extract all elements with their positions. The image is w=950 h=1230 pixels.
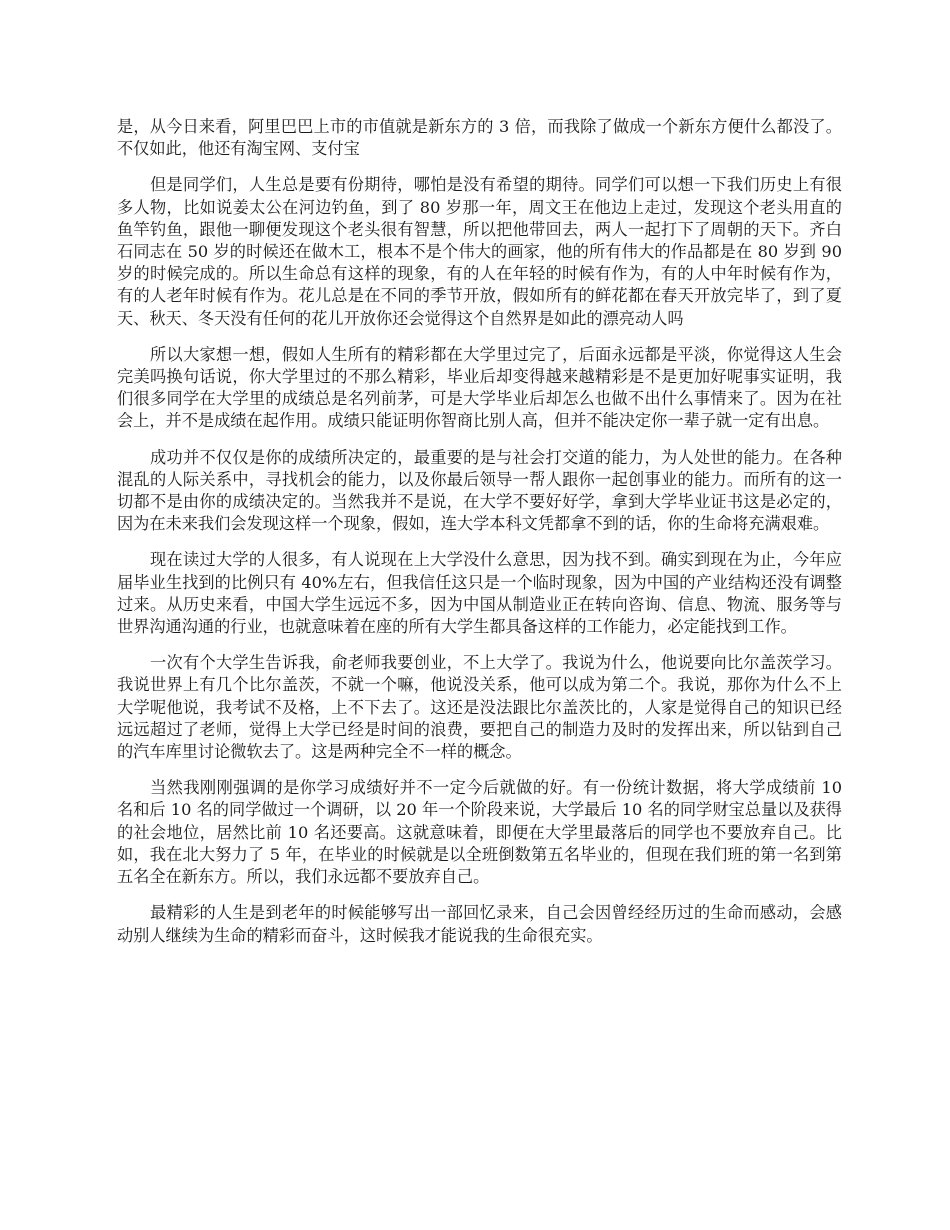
paragraph-8: 最精彩的人生是到老年的时候能够写出一部回忆录来，自己会因曾经经历过的生命而感动，会感动别人继续为生命的精彩而奋斗，这时候我才能说我的生命很充实。 <box>117 903 842 945</box>
paragraph-6: 一次有个大学生告诉我，俞老师我要创业，不上大学了。我说为什么，他说要向比尔盖茨学习。我说世界上有几个比尔盖茨，不就一个嘛，他说没关系，他可以成为第二个。我说，那你为什么不上大学呢他说，我考试不及格，上不下去了。这还是没法跟比尔盖茨比的，人家是觉得自己的知识已经远远超过了老师，觉得上大学已经是时间的浪费，要把自己的制造力及时的发挥出来，所以钻到自己的汽车库里讨论微软去了。这是两种完全不一样的概念。 <box>117 653 842 762</box>
paragraph-5: 现在读过大学的人很多，有人说现在上大学没什么意思，因为找不到。确实到现在为止，今年应届毕业生找到的比例只有 40%左右，但我信任这只是一个临时现象，因为中国的产业结构还没有调整过来。从历史来看，中国大学生远远不多，因为中国从制造业正在转向咨询、信息、物流、服务等与世界沟通沟通的行业，也就意味着在座的所有大学生都具备这样的工作能力，必定能找到工作。 <box>117 550 842 637</box>
paragraph-4: 成功并不仅仅是你的成绩所决定的，最重要的是与社会打交道的能力，为人处世的能力。在各种混乱的人际关系中，寻找机会的能力，以及你最后领导一帮人跟你一起创事业的能力。而所有的这一切都不是由你的成绩决定的。当然我并不是说，在大学不要好好学，拿到大学毕业证书这是必定的，因为在未来我们会发现这样一个现象，假如，连大学本科文凭都拿不到的话，你的生命将充满艰难。 <box>117 447 842 534</box>
paragraph-3: 所以大家想一想，假如人生所有的精彩都在大学里过完了，后面永远都是平淡，你觉得这人生会完美吗换句话说，你大学里过的不那么精彩，毕业后却变得越来越精彩是不是更加好呢事实证明，我们很多同学在大学里的成绩总是名列前茅，可是大学毕业后却怎么也做不出什么事情来了。因为在社会上，并不是成绩在起作用。成绩只能证明你智商比别人高，但并不能决定你一辈子就一定有出息。 <box>117 344 842 431</box>
document-body <box>117 116 842 961</box>
paragraph-1: 是，从今日来看，阿里巴巴上市的市值就是新东方的 3 倍，而我除了做成一个新东方便什么都没了。不仅如此，他还有淘宝网、支付宝 <box>117 117 842 159</box>
paragraph-2: 但是同学们，人生总是要有份期待，哪怕是没有希望的期待。同学们可以想一下我们历史上有很多人物，比如说姜太公在河边钓鱼，到了 80 岁那一年，周文王在他边上走过，发现这个老头用直的鱼竿钓鱼，跟他一聊便发现这个老头很有智慧，所以把他带回去，两人一起打下了周朝的天下。齐白石同志在 50 岁的时候还在做木工，根本不是个伟大的画家，他的所有伟大的作品都是在 80 岁到 90 岁的时候完成的。所以生命总有这样的现象，有的人在年轻的时候有作为，有的人中年时候有作为，有的人老年时候有作为。花儿总是在不同的季节开放，假如所有的鲜花都在春天开放完毕了，到了夏天、秋天、冬天没有任何的花儿开放你还会觉得这个自然界是如此的漂亮动人吗 <box>117 175 842 328</box>
paragraph-7: 当然我刚刚强调的是你学习成绩好并不一定今后就做的好。有一份统计数据，将大学成绩前 10 名和后 10 名的同学做过一个调研，以 20 年一个阶段来说，大学最后 10 名的同学财宝总量以及获得的社会地位，居然比前 10 名还要高。这就意味着，即便在大学里最落后的同学也不要放弃自己。比如，我在北大努力了 5 年，在毕业的时候就是以全班倒数第五名毕业的，但现在我们班的第一名到第五名全在新东方。所以，我们永远都不要放弃自己。 <box>117 778 842 887</box>
